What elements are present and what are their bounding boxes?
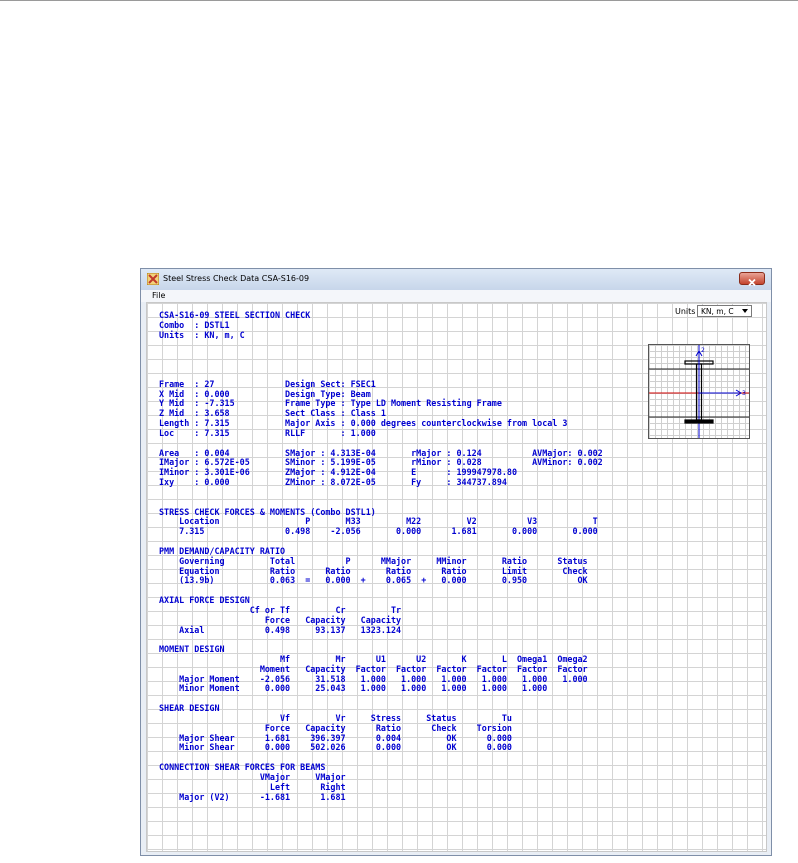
report-line: IMinor : 3.301E-06 ZMajor : 4.912E-04 E : 199947978.80 xyxy=(159,467,517,478)
close-icon xyxy=(740,277,764,288)
report-line: STRESS CHECK FORCES & MOMENTS (Combo DSTL1) xyxy=(159,506,376,517)
report-line: Z Mid : 3.658 Sect Class : Class 1 xyxy=(159,408,386,419)
report-line xyxy=(159,350,603,360)
report-line: IMajor : 6.572E-05 SMinor : 5.199E-05 rMinor : 0.028 AVMinor: 0.002 xyxy=(159,457,603,468)
report-line: Moment Capacity Factor Factor Factor Factor Factor Factor xyxy=(159,663,588,674)
report-line: X Mid : 0.000 Design Type: Beam xyxy=(159,388,371,399)
report-line: Vf Vr Stress Status Tu xyxy=(159,712,512,723)
report-line: Loc : 7.315 RLLF : 1.000 xyxy=(159,427,376,438)
report-line: AXIAL FORCE DESIGN xyxy=(159,595,250,606)
report-line: Location P M33 M22 V2 V3 T xyxy=(159,516,598,527)
report-line: Frame : 27 Design Sect: FSEC1 xyxy=(159,378,376,389)
report-line: Units : KN, m, C xyxy=(159,329,245,340)
steel-stress-check-window xyxy=(140,268,772,856)
report-line xyxy=(159,694,603,704)
report-line xyxy=(159,340,603,350)
report-line: Force Capacity Ratio Check Torsion xyxy=(159,722,512,733)
report-line: Minor Shear 0.000 502.026 0.000 OK 0.000 xyxy=(159,742,512,753)
window-title: Steel Stress Check Data CSA-S16-09 xyxy=(163,274,310,283)
report-text xyxy=(159,311,603,802)
report-line: Axial 0.498 93.137 1323.124 xyxy=(159,624,402,635)
i-section-drawing xyxy=(649,345,749,438)
report-line: Ixy : 0.000 ZMinor : 8.072E-05 Fy : 344737.894 xyxy=(159,477,507,488)
bottom-flange xyxy=(685,420,713,423)
units-selected-value: KN, m, C xyxy=(701,307,734,316)
units-dropdown[interactable] xyxy=(697,305,752,317)
report-line xyxy=(159,360,603,370)
report-line: Combo : DSTL1 xyxy=(159,319,230,330)
page-top-rule xyxy=(0,0,798,1)
report-line: SHEAR DESIGN xyxy=(159,703,220,714)
report-line: Major Moment -2.056 31.518 1.000 1.000 1.000 1.000 1.000 1.000 xyxy=(159,673,588,684)
report-line: Area : 0.004 SMajor : 4.313E-04 rMajor : 0.124 AVMajor: 0.002 xyxy=(159,447,603,458)
report-line: Mf Mr U1 U2 K L Omega1 Omega2 xyxy=(159,653,588,664)
report-line: CSA-S16-09 STEEL SECTION CHECK xyxy=(159,310,311,320)
report-line: Equation Ratio Ratio Ratio Ratio Limit Check xyxy=(159,565,588,576)
report-line: MOMENT DESIGN xyxy=(159,644,225,655)
menu-file[interactable]: File xyxy=(152,291,166,300)
report-line: Major (V2) -1.681 1.681 xyxy=(159,791,346,802)
app-icon xyxy=(147,273,159,285)
close-button[interactable] xyxy=(739,272,765,285)
report-line: Major Shear 1.681 396.397 0.004 OK 0.000 xyxy=(159,732,512,743)
report-line: PMM DEMAND/CAPACITY RATIO xyxy=(159,545,286,556)
report-line xyxy=(159,488,603,498)
chevron-down-icon xyxy=(742,309,748,313)
report-line: 7.315 0.498 -2.056 0.000 1.681 0.000 0.000 xyxy=(159,526,598,537)
report-line: Left Right xyxy=(159,781,346,792)
report-line: Force Capacity Capacity xyxy=(159,614,402,625)
report-line: Cf or Tf Cr Tr xyxy=(159,604,402,615)
report-panel[interactable] xyxy=(146,302,767,852)
axis-2-label: 2 xyxy=(701,347,705,354)
report-line: Governing Total P MMajor MMinor Ratio Status xyxy=(159,555,588,566)
report-line xyxy=(159,635,603,645)
report-line: Length : 7.315 Major Axis : 0.000 degrees counterclockwise from local 3 xyxy=(159,418,568,429)
report-line: Minor Moment 0.000 25.043 1.000 1.000 1.000 1.000 1.000 xyxy=(159,683,548,694)
report-line: (13.9b) 0.063 = 0.000 + 0.065 + 0.000 0.950 OK xyxy=(159,575,588,586)
axis-3-label: 3 xyxy=(742,390,746,397)
report-line: VMajor VMajor xyxy=(159,771,346,782)
menu-bar xyxy=(141,290,771,302)
report-line: CONNECTION SHEAR FORCES FOR BEAMS xyxy=(159,762,326,773)
section-diagram xyxy=(648,344,750,439)
units-label: Units xyxy=(675,307,696,316)
report-line: Y Mid : -7.315 Frame Type : Type LD Moment Resisting Frame xyxy=(159,398,502,409)
title-bar[interactable] xyxy=(141,269,771,290)
